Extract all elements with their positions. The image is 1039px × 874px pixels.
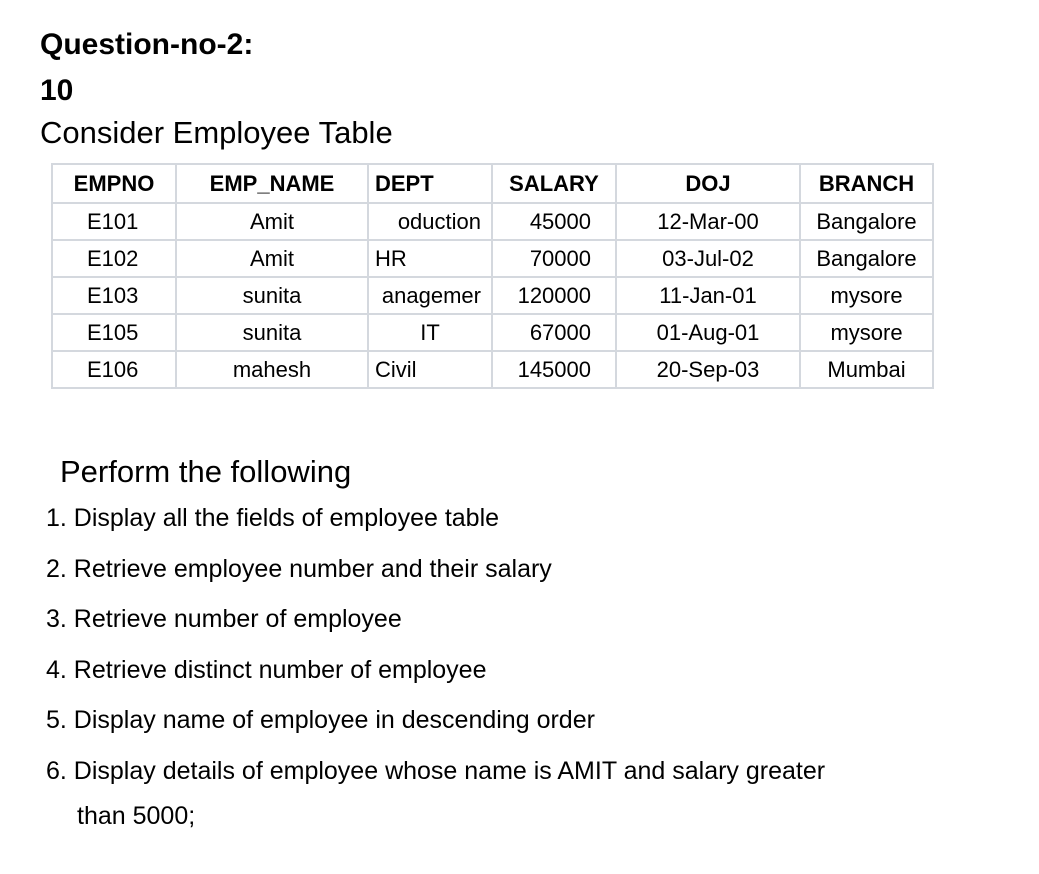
cell-doj: 12-Mar-00 — [616, 203, 800, 240]
cell-salary: 120000 — [492, 277, 616, 314]
header-empno: EMPNO — [52, 164, 176, 203]
header-salary: SALARY — [492, 164, 616, 203]
task-list — [46, 497, 1006, 840]
cell-salary: 67000 — [492, 314, 616, 351]
cell-emp-name: sunita — [176, 277, 368, 314]
question-intro: Consider Employee Table — [40, 115, 393, 150]
cell-salary: 145000 — [492, 351, 616, 388]
question-title: Question-no-2: — [40, 28, 254, 61]
tasks-heading: Perform the following — [60, 454, 352, 489]
task-6-text: 6. Display details of employee whose name is AMIT and salary greater — [46, 756, 826, 785]
header-doj: DOJ — [616, 164, 800, 203]
table-row — [52, 203, 933, 240]
cell-branch: Bangalore — [800, 240, 933, 277]
list-item: 5. Display name of employee in descending order — [46, 706, 595, 734]
cell-doj: 03-Jul-02 — [616, 240, 800, 277]
cell-empno: E106 — [52, 351, 176, 388]
header-dept: DEPT — [368, 164, 492, 203]
header-branch: BRANCH — [800, 164, 933, 203]
cell-dept: HR — [368, 240, 492, 277]
cell-doj: 01-Aug-01 — [616, 314, 800, 351]
task-6-continuation: than 5000; — [77, 801, 196, 830]
header-emp-name: EMP_NAME — [176, 164, 368, 203]
cell-branch: mysore — [800, 277, 933, 314]
list-item: 1. Display all the fields of employee table — [46, 504, 500, 532]
cell-empno: E102 — [52, 240, 176, 277]
cell-salary: 70000 — [492, 240, 616, 277]
cell-emp-name: Amit — [176, 240, 368, 277]
cell-dept: anagemer — [368, 277, 492, 314]
table-row — [52, 277, 933, 314]
list-item — [46, 750, 1006, 840]
cell-empno: E103 — [52, 277, 176, 314]
cell-salary: 45000 — [492, 203, 616, 240]
cell-empno: E101 — [52, 203, 176, 240]
cell-doj: 20-Sep-03 — [616, 351, 800, 388]
cell-doj: 11-Jan-01 — [616, 277, 800, 314]
cell-dept: IT — [368, 314, 492, 351]
cell-emp-name: mahesh — [176, 351, 368, 388]
table-header-row — [52, 164, 933, 203]
cell-dept: oduction — [368, 203, 492, 240]
cell-emp-name: Amit — [176, 203, 368, 240]
cell-branch: Mumbai — [800, 351, 933, 388]
cell-branch: mysore — [800, 314, 933, 351]
list-item: 3. Retrieve number of employee — [46, 605, 402, 633]
table-row — [52, 351, 933, 388]
question-marks: 10 — [40, 74, 74, 107]
table-row — [52, 314, 933, 351]
cell-dept: Civil — [368, 351, 492, 388]
cell-emp-name: sunita — [176, 314, 368, 351]
list-item: 4. Retrieve distinct number of employee — [46, 655, 487, 684]
cell-branch: Bangalore — [800, 203, 933, 240]
cell-empno: E105 — [52, 314, 176, 351]
list-item: 2. Retrieve employee number and their salary — [46, 554, 552, 583]
table-row — [52, 240, 933, 277]
employee-table — [51, 163, 934, 389]
